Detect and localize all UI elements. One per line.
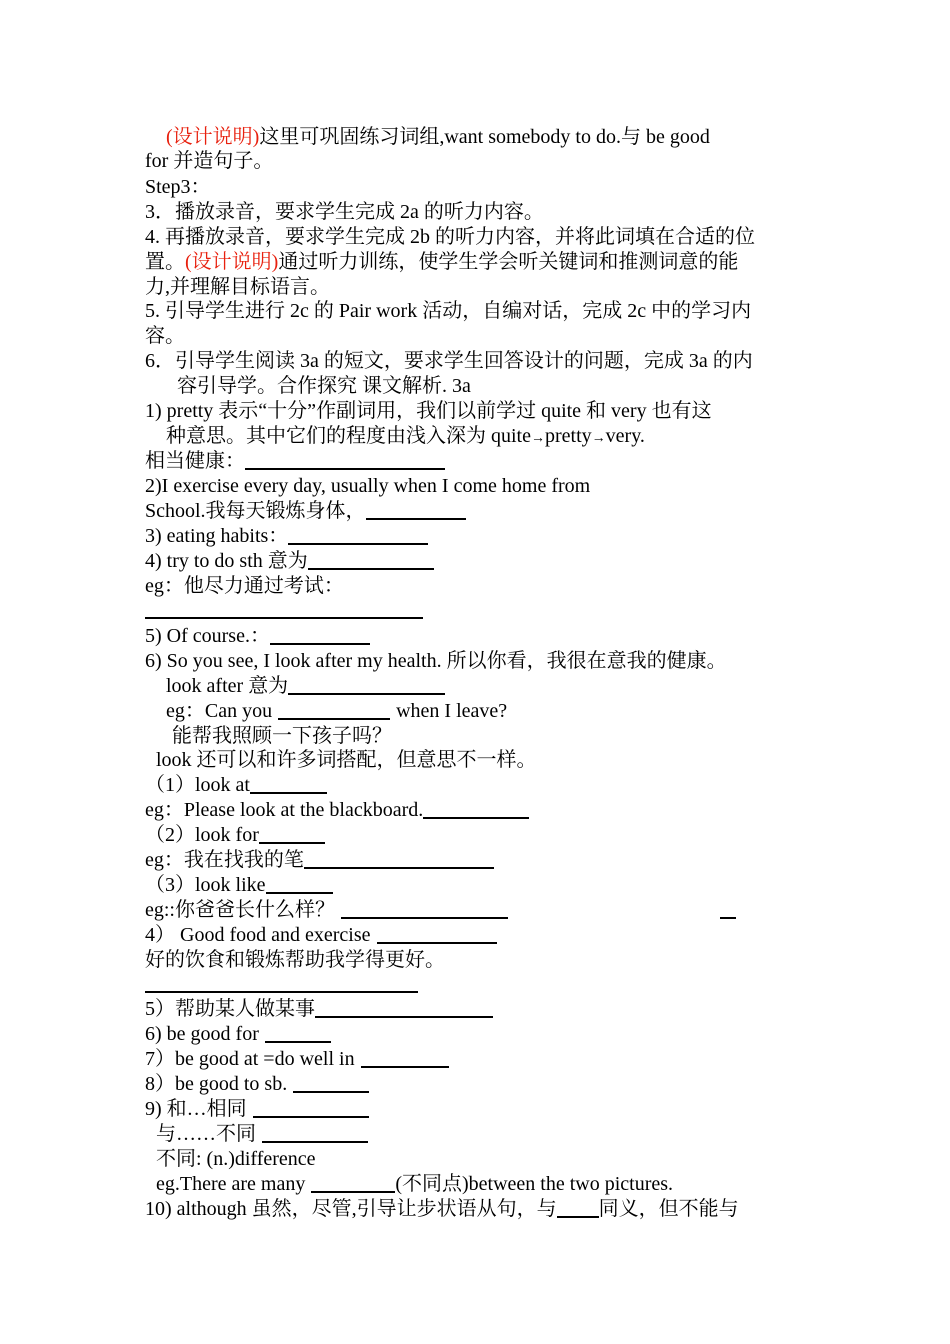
answer-blank[interactable] (311, 1173, 395, 1193)
answer-blank[interactable] (341, 899, 508, 919)
exercise-line (145, 1022, 331, 1046)
design-note-line (166, 125, 710, 149)
answer-blank[interactable] (288, 675, 445, 695)
answer-blank[interactable] (245, 450, 445, 470)
exercise-line (166, 699, 507, 723)
text: very. (605, 425, 645, 447)
text-line: 能帮我照顾一下孩子吗？ (172, 725, 392, 747)
answer-blank[interactable] (288, 525, 428, 545)
text-line: 1) pretty 表示“十分”作副词用，我们以前学过 quite 和 very 也有这 (145, 400, 712, 422)
exercise-line (145, 524, 428, 548)
text: （3）look like (145, 874, 266, 896)
step-heading: Step3： (145, 176, 211, 198)
design-note-label: (设计说明) (166, 126, 260, 148)
answer-blank[interactable] (145, 973, 418, 993)
text: look after 意为 (166, 675, 289, 697)
answer-blank[interactable] (270, 625, 370, 645)
exercise-line (145, 598, 423, 622)
text-line: look 还可以和许多词搭配，但意思不一样。 (156, 749, 537, 771)
answer-blank[interactable] (262, 1123, 368, 1143)
exercise-line (145, 1072, 369, 1096)
text-line: 容引导学。合作探究 课文解析. 3a (177, 375, 471, 397)
exercise-line (145, 449, 445, 473)
degree-line (166, 424, 645, 451)
answer-blank[interactable] (315, 998, 493, 1018)
text: 10) although 虽然，尽管,引导让步状语从句，与 (145, 1198, 557, 1220)
text: School.我每天锻炼身体， (145, 500, 366, 522)
exercise-line (145, 624, 370, 648)
arrow-icon: → (591, 431, 606, 446)
text-line: 4. 再播放录音，要求学生完成 2b 的听力内容，并将此词填在合适的位 (145, 226, 755, 248)
text: 通过听力训练，使学生学会听关键词和推测词意的能 (278, 251, 739, 273)
exercise-line (145, 898, 508, 922)
text: 6) be good for (145, 1023, 259, 1045)
exercise-line (145, 549, 434, 573)
text: 这里可巩固练习词组,want somebody to do.与 be good (259, 126, 710, 148)
text-line: 2)I exercise every day, usually when I come home from (145, 475, 591, 497)
text: eg：我在找我的笔 (145, 849, 304, 871)
answer-blank[interactable] (250, 774, 327, 794)
text: 5) Of course.： (145, 625, 270, 647)
text: when I leave? (396, 700, 508, 722)
text-line: 6．引导学生阅读 3a 的短文，要求学生回答设计的问题，完成 3a 的内 (145, 350, 753, 372)
answer-blank[interactable] (423, 799, 529, 819)
exercise-line (145, 1097, 369, 1121)
text: 9) 和…相同 (145, 1098, 247, 1120)
text: 8）be good to sb. (145, 1073, 288, 1095)
exercise-line (145, 1197, 739, 1221)
exercise-line (145, 873, 333, 897)
text-line: 容。 (145, 325, 185, 347)
answer-blank[interactable] (557, 1198, 599, 1218)
answer-blank[interactable] (366, 500, 466, 520)
text-line: 力,并理解目标语言。 (145, 276, 330, 298)
exercise-line (145, 972, 418, 996)
design-note-line (145, 250, 738, 274)
exercise-line (145, 773, 327, 797)
text-line: for 并造句子。 (145, 150, 274, 172)
text-line: 不同: (n.)difference (156, 1148, 316, 1170)
text: （1）look at (145, 774, 250, 796)
text: 5）帮助某人做某事 (145, 998, 315, 1020)
text: 同义，但不能与 (598, 1198, 739, 1220)
answer-blank[interactable] (304, 849, 494, 869)
exercise-line (145, 1047, 449, 1071)
answer-blank[interactable] (293, 1073, 369, 1093)
text-line: 3．播放录音，要求学生完成 2a 的听力内容。 (145, 201, 544, 223)
answer-blank[interactable] (278, 700, 390, 720)
text-line: 5. 引导学生进行 2c 的 Pair work 活动，自编对话，完成 2c 中的学习内 (145, 300, 752, 322)
text: eg：Please look at the blackboard. (145, 799, 424, 821)
text: (不同点)between the two pictures. (395, 1173, 674, 1195)
answer-blank[interactable] (145, 599, 423, 619)
answer-blank[interactable] (377, 924, 497, 944)
answer-blank[interactable] (253, 1098, 369, 1118)
exercise-line (145, 499, 466, 523)
answer-blank[interactable] (266, 874, 333, 894)
answer-blank[interactable] (361, 1048, 449, 1068)
text: 置。 (145, 251, 185, 273)
text: 3) eating habits： (145, 525, 289, 547)
exercise-line (156, 1122, 368, 1146)
exercise-line (145, 923, 497, 947)
answer-blank[interactable] (259, 824, 325, 844)
text-line: 好的饮食和锻炼帮助我学得更好。 (145, 949, 445, 971)
answer-blank[interactable] (720, 899, 736, 919)
answer-blank[interactable] (308, 550, 434, 570)
text: （2）look for (145, 824, 259, 846)
exercise-line (145, 798, 529, 822)
text: eg.There are many (156, 1173, 306, 1195)
exercise-line (720, 898, 736, 922)
design-note-label: (设计说明) (185, 251, 279, 273)
exercise-line (156, 1172, 673, 1196)
exercise-line (166, 674, 445, 698)
text: eg：Can you (166, 700, 273, 722)
text: 相当健康： (145, 450, 245, 472)
answer-blank[interactable] (265, 1023, 331, 1043)
text: pretty (545, 425, 592, 447)
text: 与……不同 (156, 1123, 256, 1145)
exercise-line (145, 997, 493, 1021)
text: 种意思。其中它们的程度由浅入深为 quite (166, 425, 531, 447)
text: 4） Good food and exercise (145, 924, 371, 946)
exercise-line (145, 823, 325, 847)
text: 4) try to do sth 意为 (145, 550, 308, 572)
text-line: eg：他尽力通过考试： (145, 575, 344, 597)
text-line: 6) So you see, I look after my health. 所以你看，我很在意我的健康。 (145, 650, 727, 672)
text: eg::你爸爸长什么样？ (145, 899, 335, 921)
exercise-line (145, 848, 494, 872)
arrow-icon: → (531, 431, 545, 446)
text: 7）be good at =do well in (145, 1048, 355, 1070)
